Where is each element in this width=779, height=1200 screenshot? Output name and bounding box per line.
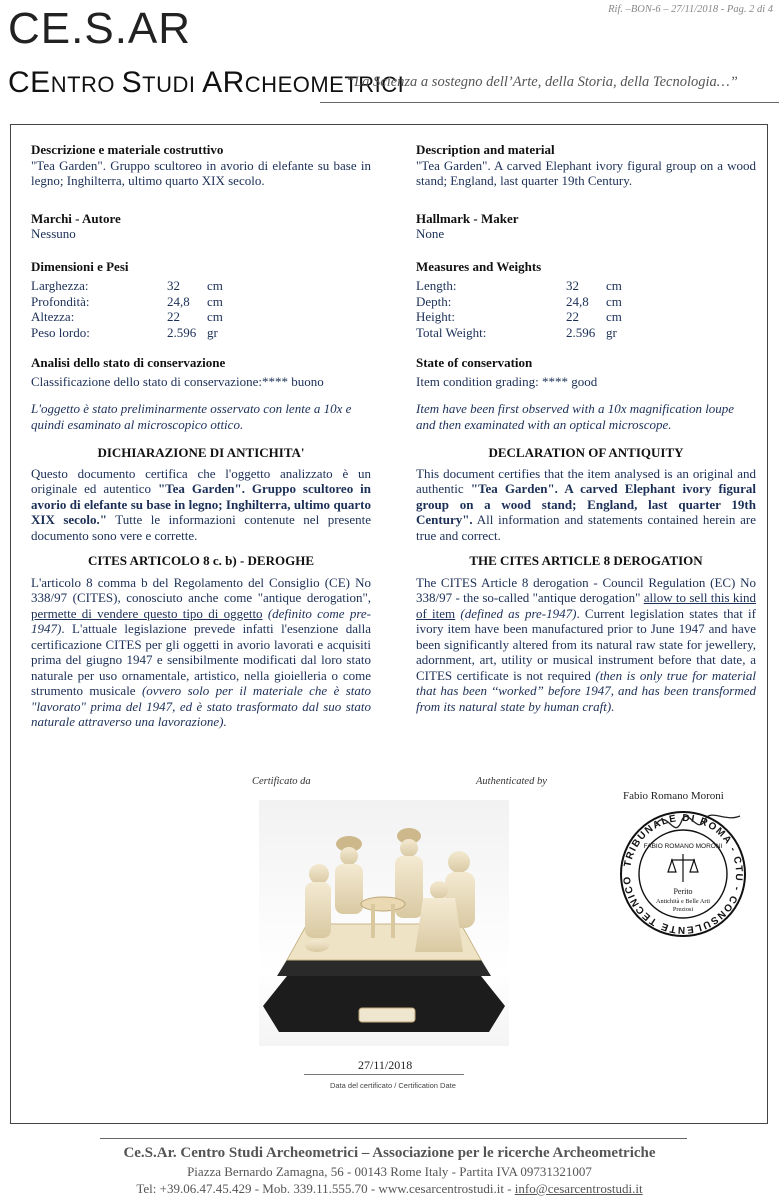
en-description-text: "Tea Garden". A carved Elephant ivory figural group on a wood stand; England, last quarter 19th Century.	[416, 157, 756, 188]
cites-body: . Current legislation states that if ivory item have been manufactured prior to June 1947 and have been significantly altered from its natural raw state for jewellery, adornment, art, utility or musical instrument before that date, a CITES certificate is not required	[416, 605, 756, 683]
dim-value: 24,8	[167, 293, 190, 309]
decl-item: "Tea Garden". A carved Elephant ivory figural group on a wood stand; England, last quarter 19th Century".	[416, 481, 756, 527]
en-dimensions-heading: Measures and Weights	[416, 258, 542, 274]
tagline: “La Scienza a sostegno dell’Arte, della Storia, della Tecnologia…”	[346, 74, 738, 90]
cites-underlined: permette di vendere questo tipo di oggetto	[31, 605, 263, 621]
footer-address: Piazza Bernardo Zamagna, 56 - 00143 Rome Italy - Partita IVA 09731321007	[187, 1164, 592, 1179]
it-dimensions-heading: Dimensioni e Pesi	[31, 258, 129, 274]
logo-text-tudi: TUDI	[142, 72, 203, 97]
dim-unit: cm	[207, 309, 223, 324]
it-observation-text: L'oggetto è stato preliminarmente osservato con lente a 10x e quindi esaminato al microscopico ottico.	[31, 401, 352, 432]
cites-italic-1: (definito come pre-1947)	[31, 605, 371, 636]
official-seal-icon	[616, 802, 750, 942]
it-conservation-text: Classificazione dello stato di conservazione:**** buono	[31, 373, 324, 389]
tea-garden-sculpture-image	[259, 800, 509, 1046]
en-conservation-text: Item condition grading: **** good	[416, 373, 598, 389]
footer-organization: Ce.S.Ar. Centro Studi Archeometrici – Associazione per le ricerche Archeometriche	[123, 1145, 656, 1161]
logo-text-ntro: NTRO	[50, 72, 122, 97]
dim-value: 32	[167, 278, 180, 293]
it-conservation-heading: Analisi dello stato di conservazione	[31, 355, 226, 370]
dim-unit: cm	[606, 309, 622, 324]
header-divider	[320, 102, 779, 103]
decl-outro: Tutte le informazioni contenute nel presente documento sono vere e corrette.	[31, 512, 371, 543]
dim-value: 2.596	[566, 324, 596, 340]
seal-ring-text: TRIBUNALE DI ROMA - CTU - CONSULENTE TECNICO	[621, 812, 745, 936]
certification-date: 27/11/2018	[358, 1058, 413, 1072]
dim-label: Length:	[416, 278, 457, 293]
it-dim-row	[31, 294, 371, 310]
it-declaration-text	[31, 466, 371, 544]
dim-label: Peso lordo:	[31, 324, 90, 340]
it-declaration-heading: DICHIARAZIONE DI ANTICHITA'	[97, 445, 305, 460]
decl-item: "Tea Garden". Gruppo scultoreo in avorio di elefante su base in legno; Inghilterra, ultimo quarto XIX secolo."	[31, 481, 371, 527]
decl-intro: Questo documento certifica che l'oggetto analizzato è un originale ed autentico	[31, 465, 371, 496]
en-dim-row	[416, 325, 756, 341]
en-declaration-heading: DECLARATION OF ANTIQUITY	[488, 445, 684, 460]
seal-inner-name: FABIO ROMANO MORONI	[643, 843, 723, 850]
cites-underlined: allow to sell this kind of item	[416, 590, 756, 621]
dim-label: Depth:	[416, 293, 452, 309]
cites-italic-2: (ovvero solo per il materiale che è stato "lavorato" prima del 1947, ed è stato trasformato dal suo stato naturale attraverso una lavorazione).	[31, 683, 371, 729]
en-dim-row	[416, 294, 756, 310]
seal-line3: Preziosi	[672, 906, 694, 913]
en-dim-row	[416, 309, 756, 325]
seal-perito: Perito	[673, 887, 693, 896]
certification-date-caption: Data del certificato / Certification Date	[330, 1081, 456, 1090]
dim-unit: gr	[606, 324, 617, 340]
dim-unit: gr	[207, 324, 218, 340]
logo-text-cheometrici: CHEOMETRICI	[244, 72, 405, 97]
en-conservation-heading: State of conservation	[416, 355, 533, 370]
cites-intro: L'articolo 8 comma b del Regolamento del Consiglio (CE) No 338/97 (CITES), conosciuto anche come "antique derogation",	[31, 574, 371, 605]
signatory-name: Fabio Romano Moroni	[623, 790, 724, 802]
footer-phone-web: Tel: +39.06.47.45.429 - Mob. 339.11.555.70 - www.cesarcentrostudi.it -	[136, 1181, 515, 1196]
page-reference: Rif. –BON-6 – 27/11/2018 - Pag. 2 di 4	[608, 4, 773, 15]
authenticated-by-label: Authenticated by	[476, 776, 547, 787]
dim-unit: cm	[207, 278, 223, 293]
english-column	[416, 142, 756, 714]
italian-column	[31, 142, 371, 730]
dim-unit: cm	[207, 293, 223, 309]
seal-line2: Antichità e Belle Arti	[655, 898, 711, 905]
date-divider	[304, 1074, 464, 1075]
it-dim-row	[31, 309, 371, 325]
dim-value: 2.596	[167, 324, 197, 340]
dim-value: 22	[566, 309, 579, 324]
artwork-photo	[259, 800, 509, 1046]
dim-label: Total Weight:	[416, 324, 487, 340]
cites-body: . L'attuale legislazione prevede infatti l'esenzione dalla certificazione CITES per gli oggetti in avorio lavorati e acquisiti prima del giugno 1947 e sensibilmente modificati dal loro stato naturale per uso ornamentale, artistico, nella gioielleria o come strumento musicale	[31, 621, 371, 698]
en-cites-text	[416, 575, 756, 715]
cites-intro: The CITES Article 8 derogation - Council Regulation (EC) No 338/97 - the so-called "antique derogation"	[416, 574, 756, 605]
decl-intro: This document certifies that the item analysed is an original and authentic	[416, 465, 756, 496]
dim-label: Altezza:	[31, 309, 75, 324]
cites-italic-1: (defined as pre-1947)	[455, 605, 577, 621]
it-description-text: "Tea Garden". Gruppo scultoreo in avorio di elefante su base in legno; Inghilterra, ultimo quarto XIX secolo.	[31, 157, 371, 188]
dim-unit: cm	[606, 293, 622, 309]
footer-divider	[100, 1138, 687, 1139]
en-description-heading: Description and material	[416, 142, 555, 157]
it-description-heading: Descrizione e materiale costruttivo	[31, 142, 224, 157]
dim-value: 24,8	[566, 293, 589, 309]
en-declaration-text	[416, 466, 756, 544]
en-cites-heading: THE CITES ARTICLE 8 DEROGATION	[469, 553, 703, 568]
decl-outro: All information and statements contained herein are true and correct.	[416, 512, 756, 543]
en-dim-row	[416, 278, 756, 294]
logo-initial-s: S	[121, 66, 143, 99]
en-maker-heading: Hallmark - Maker	[416, 210, 519, 226]
dim-value: 22	[167, 309, 180, 324]
logo-initial-ce: CE	[8, 66, 51, 99]
footer-email-link[interactable]: info@cesarcentrostudi.it	[514, 1181, 643, 1196]
dim-unit: cm	[606, 278, 622, 293]
logo-initial-ar: AR	[202, 66, 245, 99]
footer-contacts	[0, 1181, 779, 1197]
dim-value: 32	[566, 278, 579, 293]
cesar-logo: CE.S.AR	[8, 4, 192, 53]
en-observation-text: Item have been first observed with a 10x magnification loupe and then examinated with an optical microscope.	[416, 401, 735, 432]
it-maker-text: Nessuno	[31, 226, 76, 241]
certified-by-label: Certificato da	[252, 776, 311, 787]
dim-label: Larghezza:	[31, 278, 89, 293]
it-cites-text	[31, 575, 371, 730]
it-cites-heading: CITES ARTICOLO 8 c. b) - DEROGHE	[88, 553, 314, 568]
dim-label: Height:	[416, 309, 455, 324]
logo-wordmark	[8, 66, 404, 100]
it-maker-heading: Marchi - Autore	[31, 210, 121, 226]
it-dim-row	[31, 325, 371, 341]
dim-label: Profondità:	[31, 293, 90, 309]
it-dim-row	[31, 278, 371, 294]
en-maker-text: None	[416, 226, 445, 241]
cites-italic-2: (then is only true for material that has been ‘‘worked” before 1947, and has been transformed from its natural state by human craft).	[416, 667, 756, 714]
